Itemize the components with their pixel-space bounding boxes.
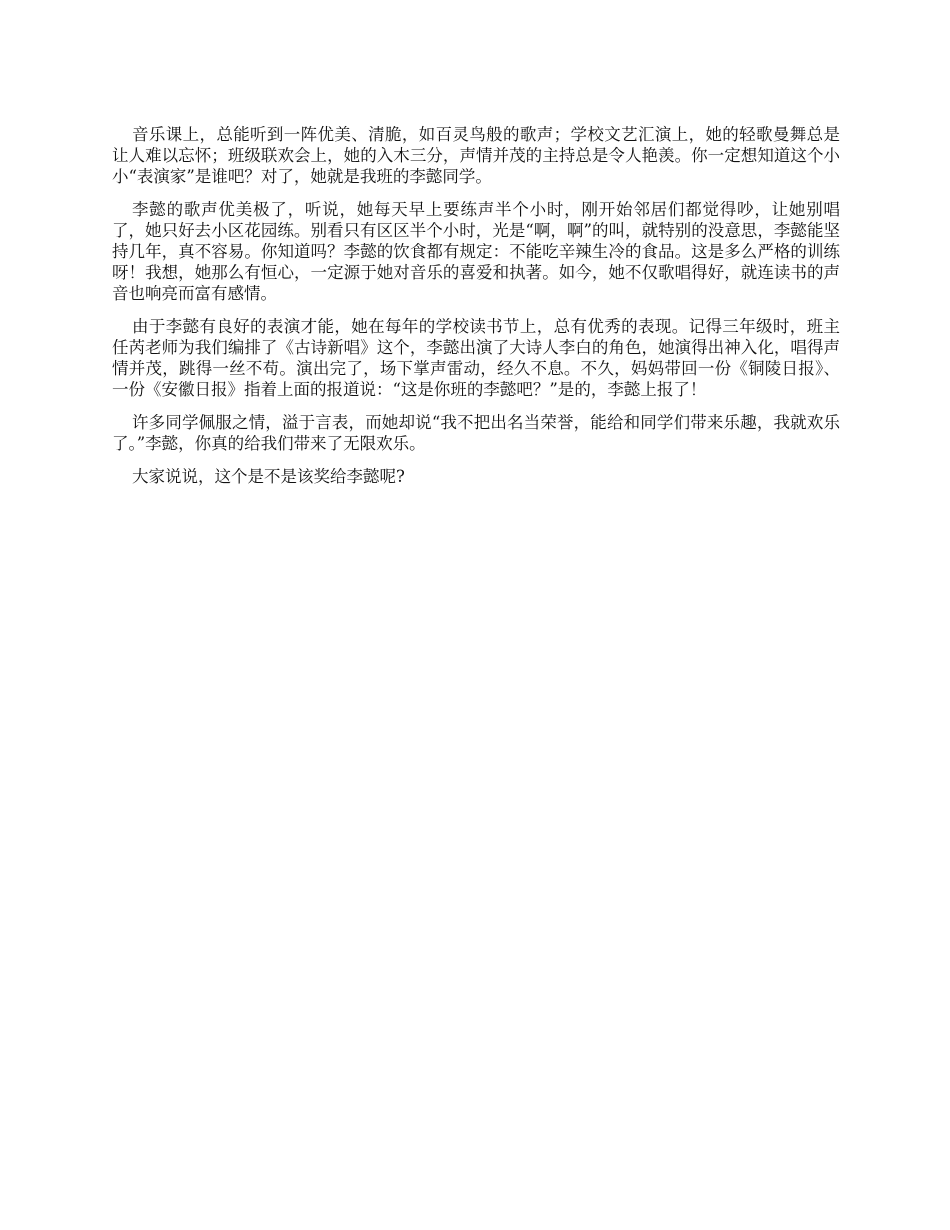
document-body <box>112 124 840 499</box>
paragraph-4: 许多同学佩服之情，溢于言表，而她却说“我不把出名当荣誉，能给和同学们带来乐趣，我就欢乐了。”李懿，你真的给我们带来了无限欢乐。 <box>112 413 840 453</box>
paragraph-3: 由于李懿有良好的表演才能，她在每年的学校读书节上，总有优秀的表现。记得三年级时，班主任芮老师为我们编排了《古诗新唱》这个，李懿出演了大诗人李白的角色，她演得出神入化，唱得声情并茂，跳得一丝不苟。演出完了，场下掌声雷动，经久不息。不久，妈妈带回一份《铜陵日报》、一份《安徽日报》指着上面的报道说：“这是你班的李懿吧？”是的，李懿上报了！ <box>112 317 840 399</box>
paragraph-2: 李懿的歌声优美极了，听说，她每天早上要练声半个小时，刚开始邻居们都觉得吵，让她别唱了，她只好去小区花园练。别看只有区区半个小时，光是“啊，啊”的叫，就特别的没意思，李懿能坚持几年，真不容易。你知道吗？李懿的饮食都有规定：不能吃辛辣生冷的食品。这是多么严格的训练呀！我想，她那么有恒心，一定源于她对音乐的喜爱和执著。如今，她不仅歌唱得好，就连读书的声音也响亮而富有感情。 <box>112 200 840 303</box>
paragraph-1: 音乐课上，总能听到一阵优美、清脆，如百灵鸟般的歌声；学校文艺汇演上，她的轻歌曼舞总是让人难以忘怀；班级联欢会上，她的入木三分，声情并茂的主持总是令人艳羡。你一定想知道这个小小“表演家”是谁吧？对了，她就是我班的李懿同学。 <box>112 125 840 186</box>
paragraph-5: 大家说说，这个是不是该奖给李懿呢? <box>132 467 405 486</box>
